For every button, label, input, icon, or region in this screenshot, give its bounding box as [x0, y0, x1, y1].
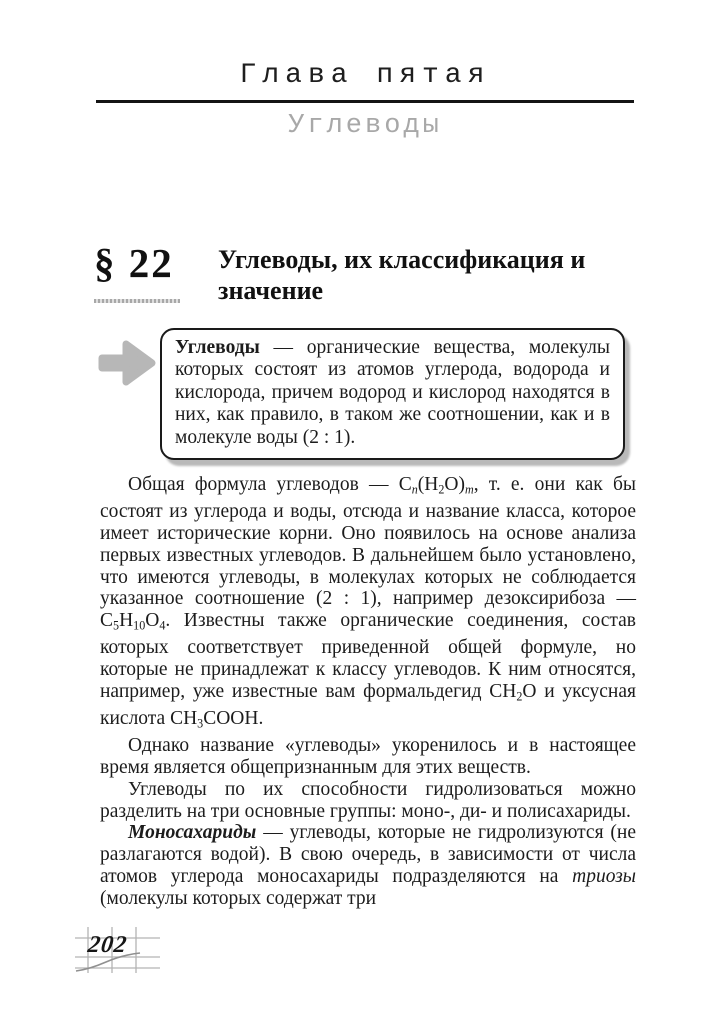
- chapter-label: Глава пятая: [239, 60, 491, 91]
- page-number: 202: [86, 932, 129, 958]
- body-paragraph-3: Углеводы по их способности гидролизоваться можно разделить на три основные группы: моно-, ди- и полисахариды.: [100, 778, 636, 822]
- definition-box: [160, 328, 625, 460]
- page-number-decoration: [72, 924, 172, 1004]
- body-paragraph-1: Общая формула углеводов — Cn(H2O)m, т. е. они как бы состоят из углерода и воды, отсюда и название класса, которое имеет исторические корни. Оно появилось на основе анализа первых известных углеводов. В дальнейшем было установлено, что имеются углеводы, в молекулах которых не соблюдается указанное соотношение (2 : 1), например дезоксирибоза — C5H10O4. Известны также органические соединения, состав которых соответствует приведенной общей формуле, но которые не принадлежат к классу углеводов. К ним относятся, например, уже известные вам формальдегид CH2O и уксусная кислота CH3COOH.: [100, 474, 636, 731]
- chapter-title: Углеводы: [288, 111, 442, 141]
- body-paragraph-4: Моносахариды — углеводы, которые не гидролизуются (не разлагаются водой). В свою очередь, в зависимости от числа атомов углерода моносахариды подразделяются на триозы (молекулы которых содержат три: [100, 822, 636, 909]
- body-text: [100, 474, 636, 910]
- section-number-underline: [94, 299, 180, 303]
- section-title: Углеводы, их классификация и значение: [218, 245, 586, 305]
- chapter-divider: [96, 100, 634, 103]
- arrow-right-icon: [95, 335, 159, 391]
- body-paragraph-2: Однако название «углеводы» укоренилось и в настоящее время является общепризнанным для этих веществ.: [100, 735, 636, 779]
- section-number: § 22: [94, 240, 174, 286]
- definition-text: Углеводы — органические вещества, молекулы которых состоят из атомов углерода, водорода и кислорода, причем водород и кислород находятся в них, как правило, в таком же соотношении, как и в молекуле воды (2 : 1).: [175, 337, 610, 448]
